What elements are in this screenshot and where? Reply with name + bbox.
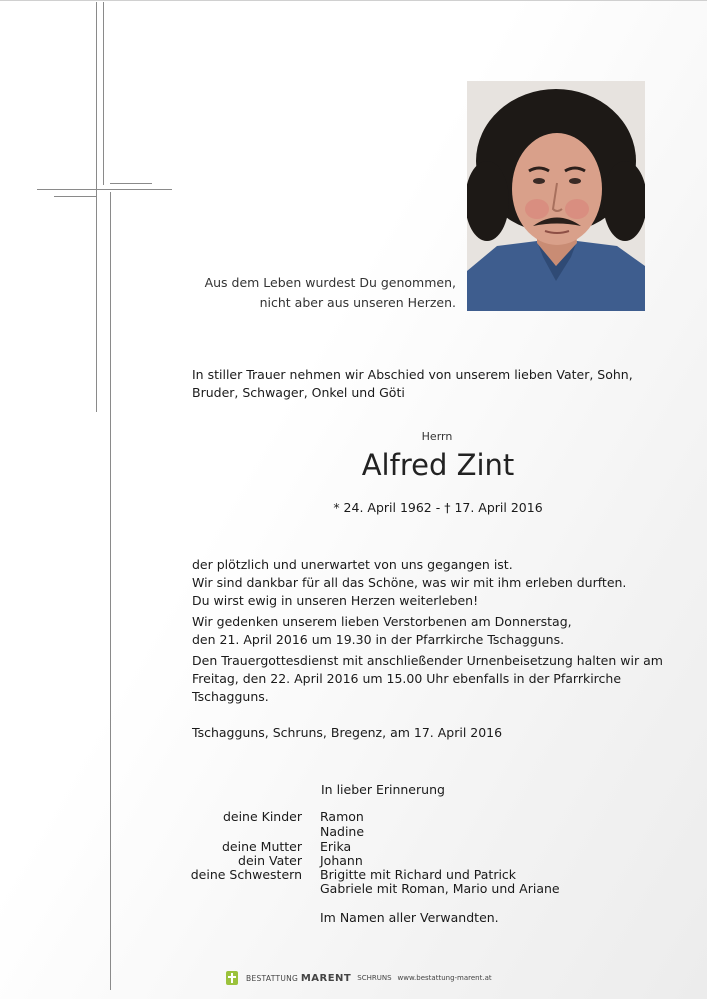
closing-line: Im Namen aller Verwandten. <box>320 910 499 925</box>
life-dates: * 24. April 1962 - † 17. April 2016 <box>333 500 543 515</box>
paragraph-line: Wir gedenken unserem lieben Verstorbenen am Donnerstag, <box>192 614 572 629</box>
undertaker-logo-icon <box>224 969 240 987</box>
quote-line: nicht aber aus unseren Herzen. <box>259 295 456 310</box>
family-name: Nadine <box>320 824 365 839</box>
family-role: deine Mutter <box>221 839 302 854</box>
family-name: Ramon <box>320 809 364 824</box>
family-name: Brigitte mit Richard und Patrick <box>320 867 517 882</box>
cross-line <box>96 2 97 412</box>
undertaker-brand <box>246 973 351 984</box>
undertaker-website[interactable]: www.bestattung-marent.at <box>397 974 492 982</box>
cross-line <box>37 189 172 190</box>
portrait-photo <box>467 81 645 311</box>
memory-heading: In lieber Erinnerung <box>321 782 445 797</box>
paragraph-line: den 21. April 2016 um 19.30 in der Pfarrkirche Tschagguns. <box>192 632 565 647</box>
quote <box>180 273 456 313</box>
cross-line <box>103 2 104 185</box>
cross-line <box>110 183 152 184</box>
brand-prefix: BESTATTUNG <box>246 973 299 983</box>
paragraph-line: der plötzlich und unerwartet von uns gegangen ist. <box>192 557 513 572</box>
cross-line <box>110 192 111 990</box>
intro-text <box>192 366 652 402</box>
page-border <box>0 0 707 1</box>
paragraph-line: Freitag, den 22. April 2016 um 15.00 Uhr ebenfalls in der Pfarrkirche Tschagguns. <box>192 671 622 704</box>
cross-line <box>54 196 96 197</box>
place-date: Tschagguns, Schruns, Bregenz, am 17. April 2016 <box>192 725 503 740</box>
undertaker-footer <box>224 967 524 989</box>
paragraph-line: Du wirst ewig in unseren Herzen weiterleben! <box>192 593 479 608</box>
quote-line: Aus dem Leben wurdest Du genommen, <box>204 275 456 290</box>
intro-line: Bruder, Schwager, Onkel und Göti <box>192 385 405 400</box>
family-role: deine Kinder <box>222 809 302 824</box>
paragraph-line: Den Trauergottesdienst mit anschließender Urnenbeisetzung halten wir am <box>192 653 663 668</box>
family-role: deine Schwestern <box>190 867 302 882</box>
salutation: Herrn <box>421 430 453 443</box>
brand-place: SCHRUNS <box>357 974 392 982</box>
funeral-paragraph <box>192 652 692 706</box>
brand-name: MARENT <box>300 972 352 984</box>
deceased-name: Alfred Zint <box>361 448 515 482</box>
announcement-paragraph <box>192 556 672 610</box>
paragraph-line: Wir sind dankbar für all das Schöne, was wir mit ihm erleben durften. <box>192 575 627 590</box>
family-role: dein Vater <box>238 853 302 868</box>
rosary-paragraph <box>192 613 672 649</box>
family-name: Johann <box>320 853 363 868</box>
intro-line: In stiller Trauer nehmen wir Abschied von unserem lieben Vater, Sohn, <box>192 367 633 382</box>
family-name: Gabriele mit Roman, Mario und Ariane <box>320 881 560 896</box>
family-name: Erika <box>320 839 352 854</box>
